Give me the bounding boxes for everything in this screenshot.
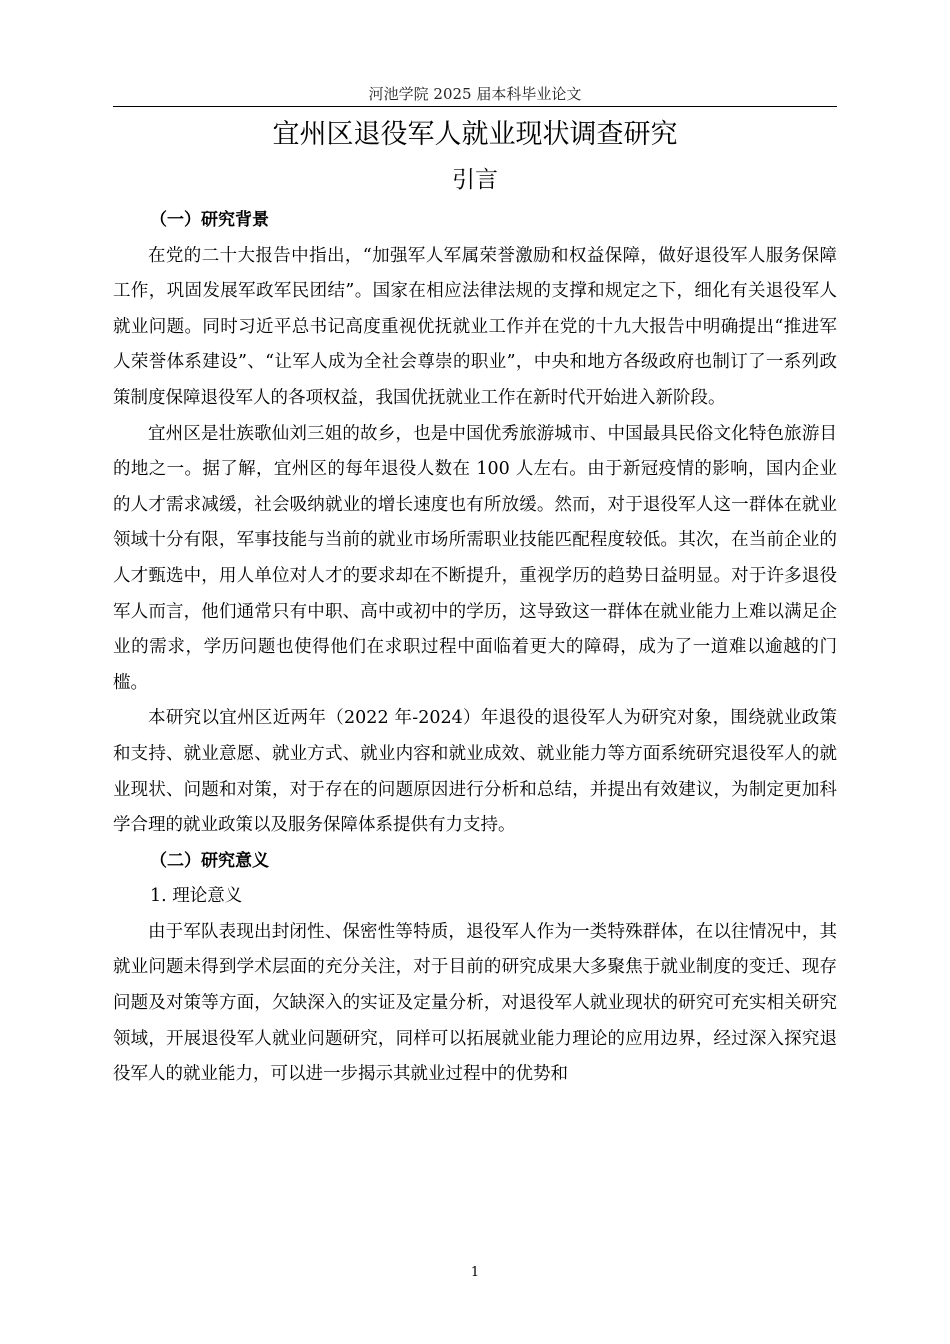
subheading-theoretical-significance: 1. 理论意义	[150, 886, 243, 907]
page-number: 1	[470, 1265, 480, 1280]
running-header: 河池学院 2025 届本科毕业论文	[368, 85, 582, 103]
paragraph: 在党的二十大报告中指出，“加强军人军属荣誉激励和权益保障，做好退役军人服务保障工作，巩固发展军政军民团结”。国家在相应法律法规的支撑和规定之下，细化有关退役军人就业问题。同时习近平总书记高度重视优抚就业工作并在党的十九大报告中明确提出“推进军人荣誉体系建设”、“让军人成为全社会尊崇的职业”，中央和地方各级政府也制订了一系列政策制度保障退役军人的各项权益，我国优抚就业工作在新时代开始进入新阶段。	[113, 245, 837, 408]
heading-research-background: （一）研究背景	[150, 210, 269, 230]
paragraph: 宜州区是壮族歌仙刘三姐的故乡，也是中国优秀旅游城市、中国最具民俗文化特色旅游目的地之一。据了解，宜州区的每年退役人数在 100 人左右。由于新冠疫情的影响，国内企业的人才需求减缓，社会吸纳就业的增长速度也有所放缓。然而，对于退役军人这一群体在就业领域十分有限，军事技能与当前的就业市场所需职业技能匹配程度较低。其次，在当前企业的人才甄选中，用人单位对人才的要求却在不断提升，重视学历的趋势日益明显。对于许多退役军人而言，他们通常只有中职、高中或初中的学历，这导致这一群体在就业能力上难以满足企业的需求，学历问题也使得他们在求职过程中面临着更大的障碍，成为了一道难以逾越的门槛。	[113, 423, 837, 693]
paper-title: 宜州区退役军人就业现状调查研究	[272, 119, 678, 150]
paragraph: 本研究以宜州区近两年（2022 年-2024）年退役的退役军人为研究对象，围绕就业政策和支持、就业意愿、就业方式、就业内容和就业成效、就业能力等方面系统研究退役军人的就业现状、问题和对策，对于存在的问题原因进行分析和总结，并提出有效建议，为制定更加科学合理的就业政策以及服务保障体系提供有力支持。	[113, 708, 837, 836]
section-title-introduction: 引言	[452, 167, 498, 193]
heading-research-significance: （二）研究意义	[150, 850, 269, 871]
header-divider	[113, 106, 837, 107]
paragraph: 由于军队表现出封闭性、保密性等特质，退役军人作为一类特殊群体，在以往情况中，其就业问题未得到学术层面的充分关注，对于目前的研究成果大多聚焦于就业制度的变迁、现存问题及对策等方面，欠缺深入的实证及定量分析，对退役军人就业现状的研究可充实相关研究领域，开展退役军人就业问题研究，同样可以拓展就业能力理论的应用边界，经过深入探究退役军人的就业能力，可以进一步揭示其就业过程中的优势和	[113, 921, 837, 1085]
body-text	[113, 203, 837, 1093]
